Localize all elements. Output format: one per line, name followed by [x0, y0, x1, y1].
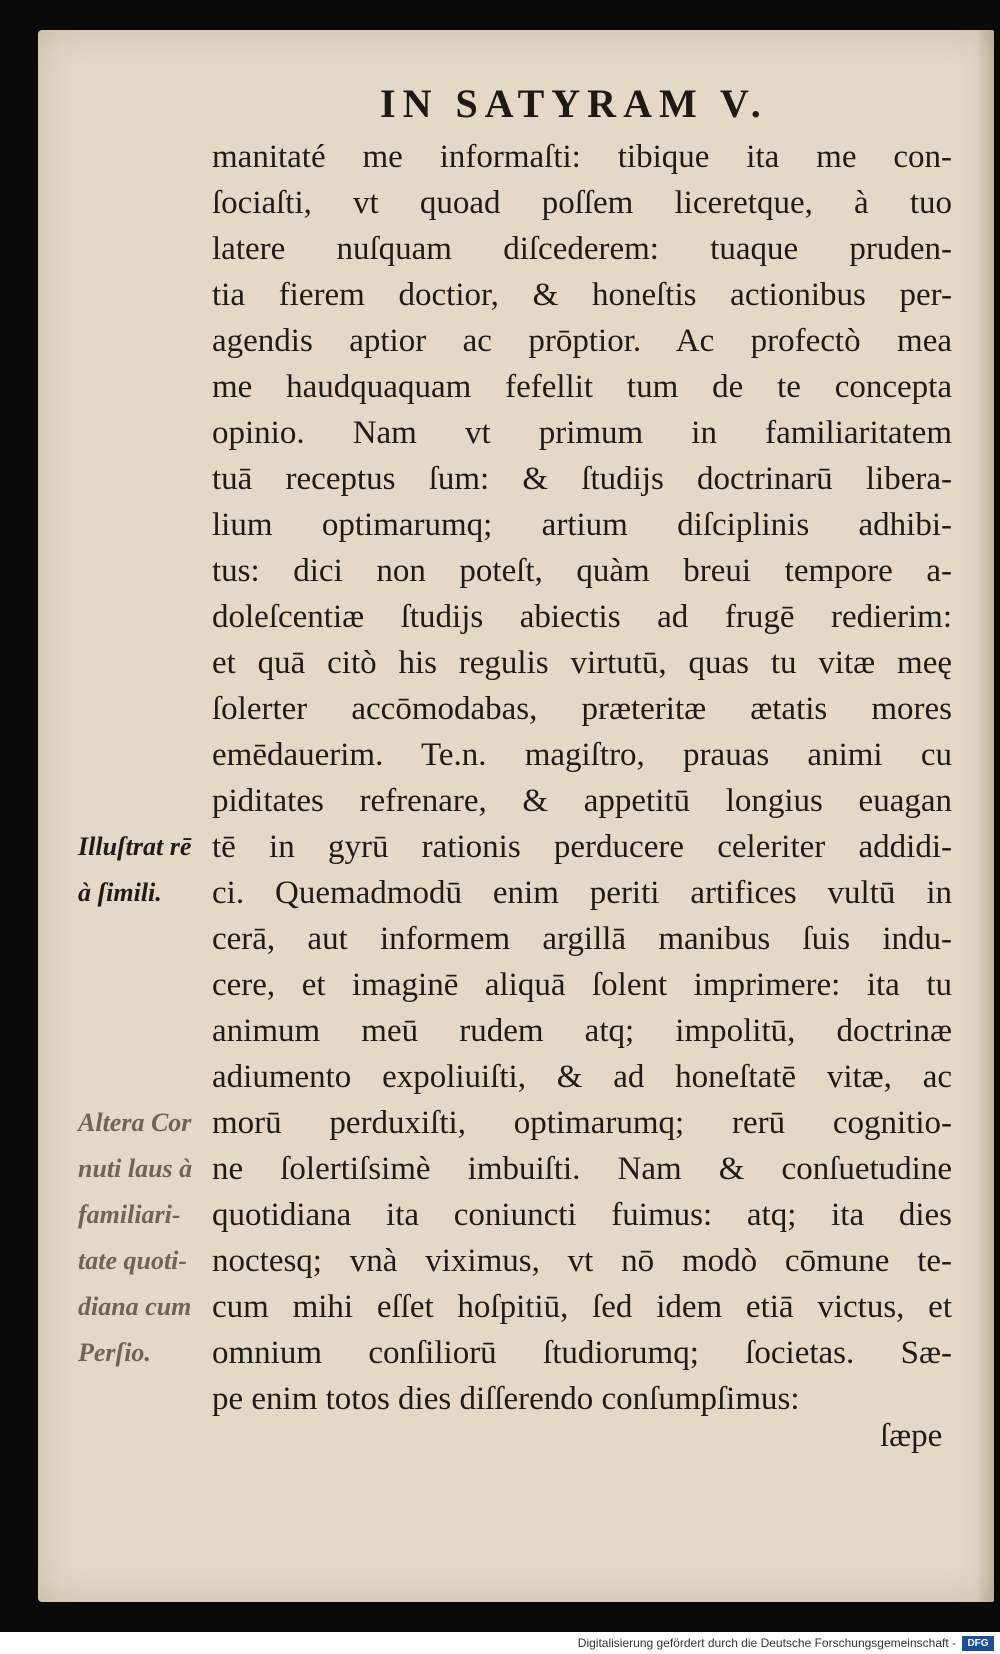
body-line: et quā citò his regulis virtutū, quas tu vitæ meę	[212, 645, 952, 681]
body-line: morū perduxiſti, optimarumq; rerū cognitio-	[212, 1105, 952, 1141]
body-line: cerā, aut informem argillā manibus ſuis indu-	[212, 921, 952, 957]
body-line: noctesq; vnà viximus, vt nō modò cōmune te-	[212, 1243, 952, 1279]
body-line: tia fierem doctior, & honeſtis actionibus per-	[212, 277, 952, 313]
body-line: lium optimarumq; artium diſciplinis adhibi-	[212, 507, 952, 543]
body-line: ſociaſti, vt quoad poſſem liceretque, à tuo	[212, 185, 952, 221]
marginal-line: à ſimili.	[78, 878, 162, 907]
body-line: tus: dici non poteſt, quàm breui tempore a-	[212, 553, 952, 589]
body-line: ci. Quemadmodū enim periti artifices vultū in	[212, 875, 952, 911]
body-line: tuā receptus ſum: & ſtudijs doctrinarū libera-	[212, 461, 952, 497]
body-line: animum meū rudem atq; impolitū, doctrinæ	[212, 1013, 952, 1049]
body-line: ne ſolertiſsimè imbuiſti. Nam & conſuetudine	[212, 1151, 952, 1187]
body-line: opinio. Nam vt primum in familiaritatem	[212, 415, 952, 451]
catchword: ſæpe	[880, 1418, 943, 1454]
body-line: pe enim totos dies diſſerendo conſumpſimus:	[212, 1381, 800, 1417]
body-line: me haudquaquam fefellit tum de te concepta	[212, 369, 952, 405]
body-line: piditates refrenare, & appetitū longius euagan	[212, 783, 952, 819]
marginal-note-similitude	[78, 824, 228, 916]
body-line: omnium conſiliorū ſtudiorumq; ſocietas. Sæ-	[212, 1335, 952, 1371]
marginal-line: Perſio.	[78, 1338, 151, 1367]
marginal-line: Altera Cor	[78, 1108, 192, 1137]
body-text	[212, 134, 952, 1422]
body-line: tē in gyrū rationis perducere celeriter addidi-	[212, 829, 952, 865]
running-head: IN SATYRAM V.	[380, 81, 768, 126]
body-line: cere, et imaginē aliquā ſolent imprimere: ita tu	[212, 967, 952, 1003]
digitization-credit: Digitalisierung gefördert durch die Deutsche Forschungsgemeinschaft -	[577, 1636, 956, 1650]
body-line: adiumento expoliuiſti, & ad honeſtatē vitæ, ac	[212, 1059, 952, 1095]
page-edge-shadow	[976, 30, 994, 1602]
body-line: emēdauerim. Te.n. magiſtro, prauas animi cu	[212, 737, 952, 773]
marginal-line: Illuſtrat rē	[78, 832, 192, 861]
marginal-line: diana cum	[78, 1292, 192, 1321]
marginal-line: familiari-	[78, 1200, 181, 1229]
body-line: manitaté me informaſti: tibique ita me con-	[212, 139, 952, 175]
marginal-note-cornutus	[78, 1100, 228, 1376]
body-line: doleſcentiæ ſtudijs abiectis ad frugē redierim:	[212, 599, 952, 635]
footer-strip	[0, 1632, 1000, 1654]
body-line: quotidiana ita coniuncti fuimus: atq; ita dies	[212, 1197, 952, 1233]
body-line: cum mihi eſſet hoſpitiū, ſed idem etiā victus, et	[212, 1289, 952, 1325]
body-line: agendis aptior ac prōptior. Ac profectò mea	[212, 323, 952, 359]
body-line: latere nuſquam diſcederem: tuaque pruden-	[212, 231, 952, 267]
marginal-line: nuti laus à	[78, 1154, 193, 1183]
marginal-line: tate quoti-	[78, 1246, 188, 1275]
body-line: ſolerter accōmodabas, præteritæ ætatis mores	[212, 691, 952, 727]
dfg-logo-icon: DFG	[962, 1636, 994, 1651]
